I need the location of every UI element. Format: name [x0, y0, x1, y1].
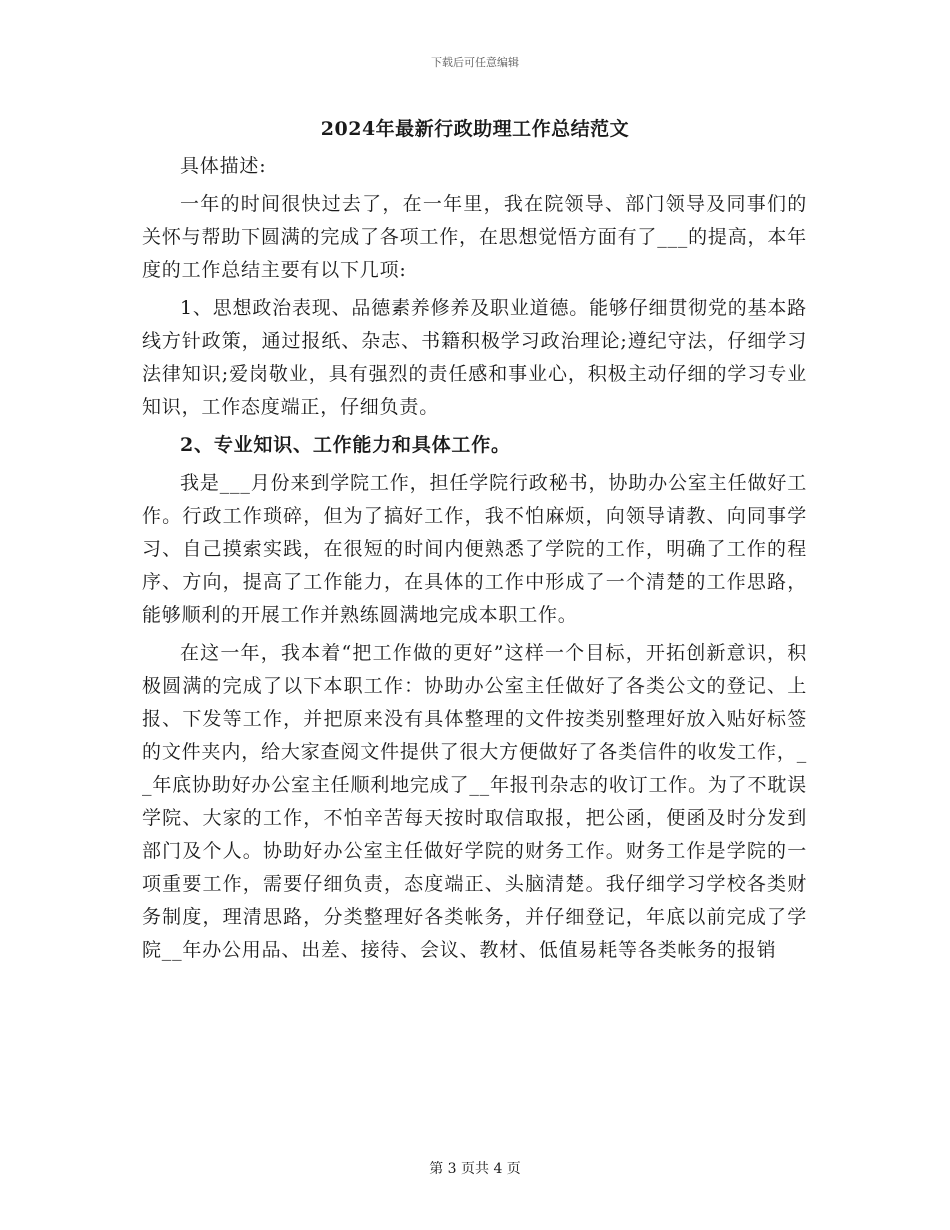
paragraph-opening: 一年的时间很快过去了，在一年里，我在院领导、部门领导及同事们的关怀与帮助下圆满的完成了各项工作，在思想觉悟方面有了___的提高，本年度的工作总结主要有以下几项: [142, 193, 807, 281]
document-title: 2024年最新行政助理工作总结范文 [320, 118, 630, 140]
paragraph-work-details: 在这一年，我本着“把工作做的更好”这样一个目标，开拓创新意识，积极圆满的完成了以下本职工作：协助办公室主任做好了各类公文的登记、上报、下发等工作，并把原来没有具体整理的文件按类别整理好放入贴好标签的文件夹内，给大家查阅文件提供了很大方便做好了各类信件的收发工作，__年底协助好办公室主任顺利地完成了__年报刊杂志的收订工作。为了不耽误学院、大家的工作，不怕辛苦每天按时取信取报，把公函，便函及时分发到部门及个人。协助好办公室主任做好学院的财务工作。财务工作是学院的一项重要工作，需要仔细负责，态度端正、头脑清楚。我仔细学习学校各类财务制度，理清思路，分类整理好各类帐务，并仔细登记，年底以前完成了学院__年办公用品、出差、接待、会议、教材、低值易耗等各类帐务的报销 [142, 642, 807, 961]
section-heading-2: 2、专业知识、工作能力和具体工作。 [180, 434, 511, 456]
paragraph-work-intro: 我是___月份来到学院工作，担任学院行政秘书，协助办公室主任做好工作。行政工作琐碎，但为了搞好工作，我不怕麻烦，向领导请教、向同事学习、自己摸索实践，在很短的时间内便熟悉了学院的工作，明确了工作的程序、方向，提高了工作能力，在具体的工作中形成了一个清楚的工作思路，能够顺利的开展工作并熟练圆满地完成本职工作。 [142, 472, 807, 626]
document-body [142, 150, 807, 967]
page-header-note: 下载后可任意编辑 [431, 56, 519, 69]
paragraph-section-1: 1、思想政治表现、品德素养修养及职业道德。能够仔细贯彻党的基本路线方针政策，通过报纸、杂志、书籍积极学习政治理论;遵纪守法，仔细学习法律知识;爱岗敬业，具有强烈的责任感和事业心，积极主动仔细的学习专业知识，工作态度端正，仔细负责。 [142, 297, 807, 418]
page-number: 第 3 页共 4 页 [429, 1161, 521, 1177]
paragraph-intro-label: 具体描述: [180, 155, 267, 177]
